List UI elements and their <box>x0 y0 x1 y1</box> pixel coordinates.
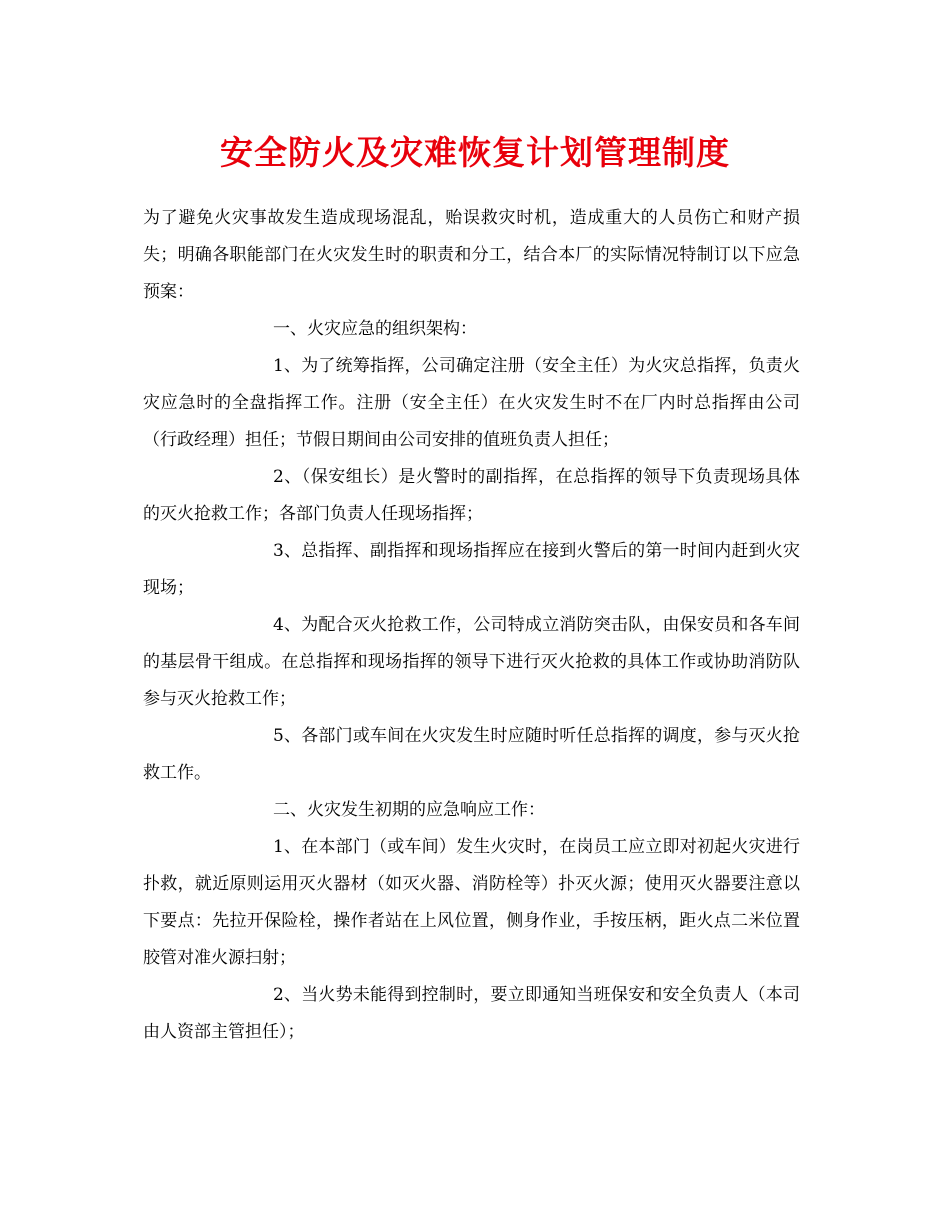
paragraph-item: 2、（保安组长）是火警时的副指挥，在总指挥的领导下负责现场具体的灭火抢救工作；各部门负责人任现场指挥； <box>143 467 800 524</box>
paragraph-item: 1、为了统筹指挥，公司确定注册（安全主任）为火灾总指挥，负责火灾应急时的全盘指挥工作。注册（安全主任）在火灾发生时不在厂内时总指挥由公司（行政经理）担任；节假日期间由公司安排的值班负责人担任； <box>143 356 800 450</box>
paragraph-intro: 为了避免火灾事故发生造成现场混乱，贻误救灾时机，造成重大的人员伤亡和财产损失；明确各职能部门在火灾发生时的职责和分工，结合本厂的实际情况特制订以下应急预案： <box>143 208 800 302</box>
paragraph-item: 5、各部门或车间在火灾发生时应随时听任总指挥的调度，参与灭火抢救工作。 <box>143 726 800 783</box>
paragraph-item: 3、总指挥、副指挥和现场指挥应在接到火警后的第一时间内赶到火灾现场； <box>143 541 800 598</box>
paragraph-item: 4、为配合灭火抢救工作，公司特成立消防突击队，由保安员和各车间的基层骨干组成。在总指挥和现场指挥的领导下进行灭火抢救的具体工作或协助消防队参与灭火抢救工作； <box>143 615 800 709</box>
document-body <box>143 200 800 1051</box>
document-title: 安全防火及灾难恢复计划管理制度 <box>220 133 730 172</box>
section-heading-organization: 一、火灾应急的组织架构： <box>273 319 477 339</box>
paragraph-item: 1、在本部门（或车间）发生火灾时，在岗员工应立即对初起火灾进行扑救，就近原则运用灭火器材（如灭火器、消防栓等）扑灭火源；使用灭火器要注意以下要点：先拉开保险栓，操作者站在上风位置，侧身作业，手按压柄，距火点二米位置胶管对准火源扫射； <box>143 837 800 968</box>
section-heading-response: 二、火灾发生初期的应急响应工作： <box>273 800 545 820</box>
paragraph-item: 2、当火势未能得到控制时，要立即通知当班保安和安全负责人（本司由人资部主管担任）； <box>143 985 800 1042</box>
